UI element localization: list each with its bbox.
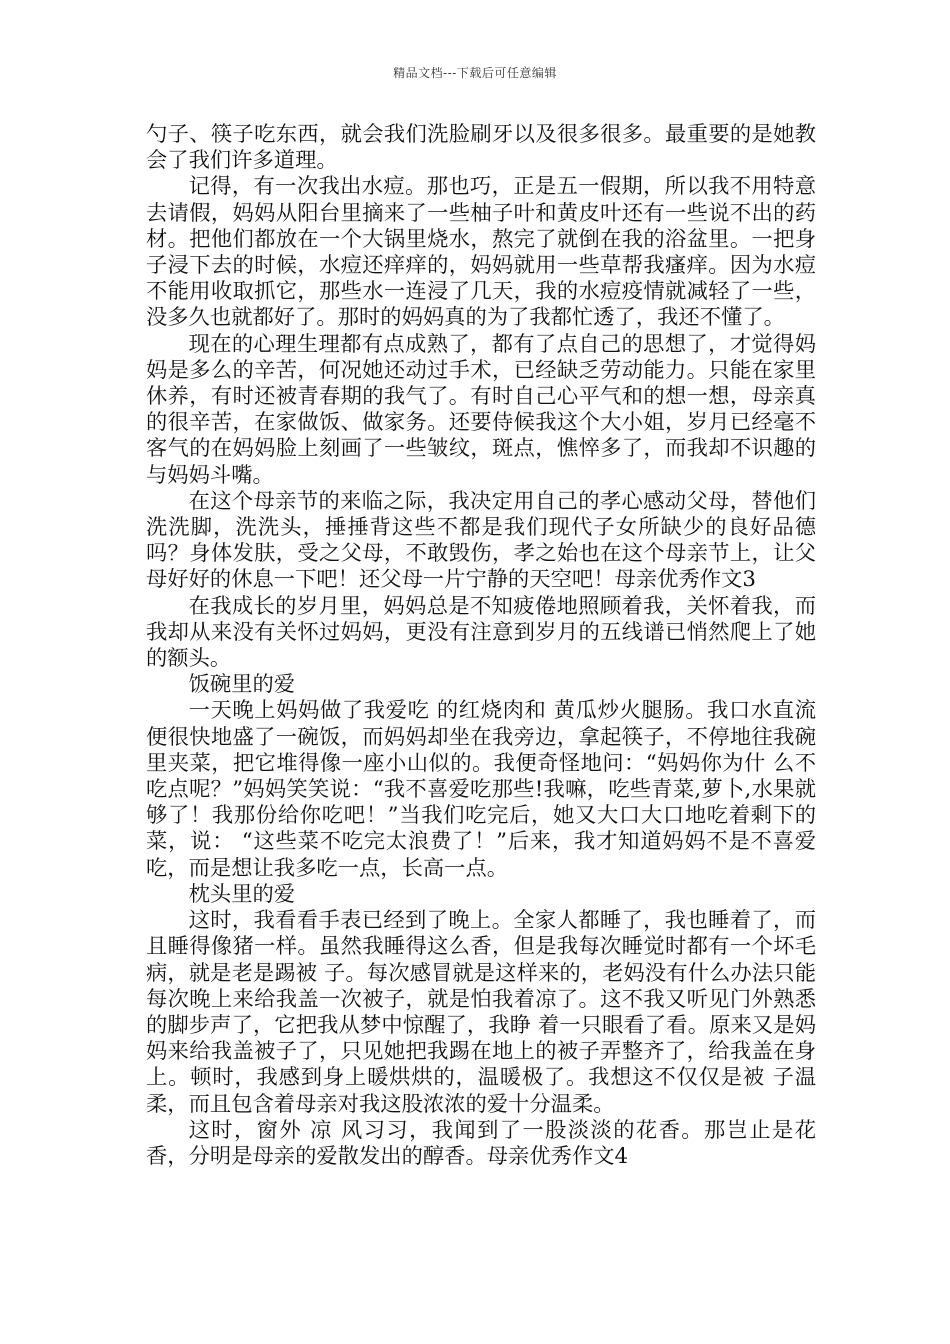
paragraph: 现在的心理生理都有点成熟了，都有了点自己的思想了，才觉得妈妈是多么的辛苦，何况她还动过手术，已经缺乏劳动能力。只能在家里休养，有时还被青春期的我气了。有时自己心平气和的想一想，母亲真的很辛苦，在家做饭、做家务。还要侍候我这个大小姐，岁月已经毫不客气的在妈妈脸上刻画了一些皱纹，斑点，憔悴多了，而我却不识趣的与妈妈斗嘴。 [146,331,816,488]
section-heading: 枕头里的爱 [188,881,296,907]
paragraph: 记得，有一次我出水痘。那也巧，正是五一假期，所以我不用特意去请假，妈妈从阳台里摘来了一些柚子叶和黄皮叶还有一些说不出的药材。把他们都放在一个大锅里烧水，熬完了就倒在我的浴盆里。一把身子浸下去的时候，水痘还痒痒的，妈妈就用一些草帮我瘙痒。因为水痘不能用收取抓它，那些水一连浸了几天，我的水痘疫情就减轻了一些，没多久也就都好了。那时的妈妈真的为了我都忙透了，我还不懂了。 [146,174,816,331]
section-heading: 饭碗里的爱 [188,672,296,698]
paragraph: 这时，我看看手表已经到了晚上。全家人都睡了，我也睡着了，而且睡得像猪一样。虽然我睡得这么香，但是我每次睡觉时都有一个坏毛病，就是老是踢被 子。每次感冒就是这样来的，老妈没有什么办法只能每次晚上来给我盖一次被子，就是怕我着凉了。这不我又听见门外熟悉的脚步声了，它把我从梦中惊醒了，我睁 着一只眼看了看。原来又是妈妈来给我盖被子了，只见她把我踢在地上的被子弄整齐了，给我盖在身上。顿时，我感到身上暖烘烘的，温暖极了。我想这不仅仅是被 子温柔，而且包含着母亲对我这股浓浓的爱十分温柔。 [146,908,816,1117]
document-body [146,122,816,1170]
paragraph: 在这个母亲节的来临之际，我决定用自己的孝心感动父母，替他们洗洗脚，洗洗头，捶捶背这些不都是我们现代子女所缺少的良好品德吗？身体发肤，受之父母，不敢毁伤，孝之始也在这个母亲节上，让父母好好的休息一下吧！还父母一片宁静的天空吧！母亲优秀作文3 [146,488,816,593]
paragraph: 在我成长的岁月里，妈妈总是不知疲倦地照顾着我，关怀着我，而我却从来没有关怀过妈妈，更没有注意到岁月的五线谱已悄然爬上了她的额头。 [146,593,816,672]
paragraph: 勺子、筷子吃东西，就会我们洗脸刷牙以及很多很多。最重要的是她教会了我们许多道理。 [146,122,816,174]
paragraph: 这时，窗外 凉 风习习，我闻到了一股淡淡的花香。那岂止是花香，分明是母亲的爱散发出的醇香。母亲优秀作文4 [146,1117,816,1169]
page-header: 精品文档---下载后可任意编辑 [393,66,557,80]
paragraph: 一天晚上妈妈做了我爱吃 的红烧肉和 黄瓜炒火腿肠。我口水直流便很快地盛了一碗饭，而妈妈却坐在我旁边，拿起筷子，不停地往我碗里夹菜，把它堆得像一座小山似的。我便奇怪地问：“妈妈你为什 么不吃点呢？”妈妈笑笑说：“我不喜爱吃那些!我嘛，吃些青菜,萝卜,水果就够了！我那份给你吃吧！”当我们吃完后，她又大口大口地吃着剩下的菜，说： “这些菜不吃完太浪费了！”后来，我才知道妈妈不是不喜爱吃，而是想让我多吃一点，长高一点。 [146,698,816,881]
